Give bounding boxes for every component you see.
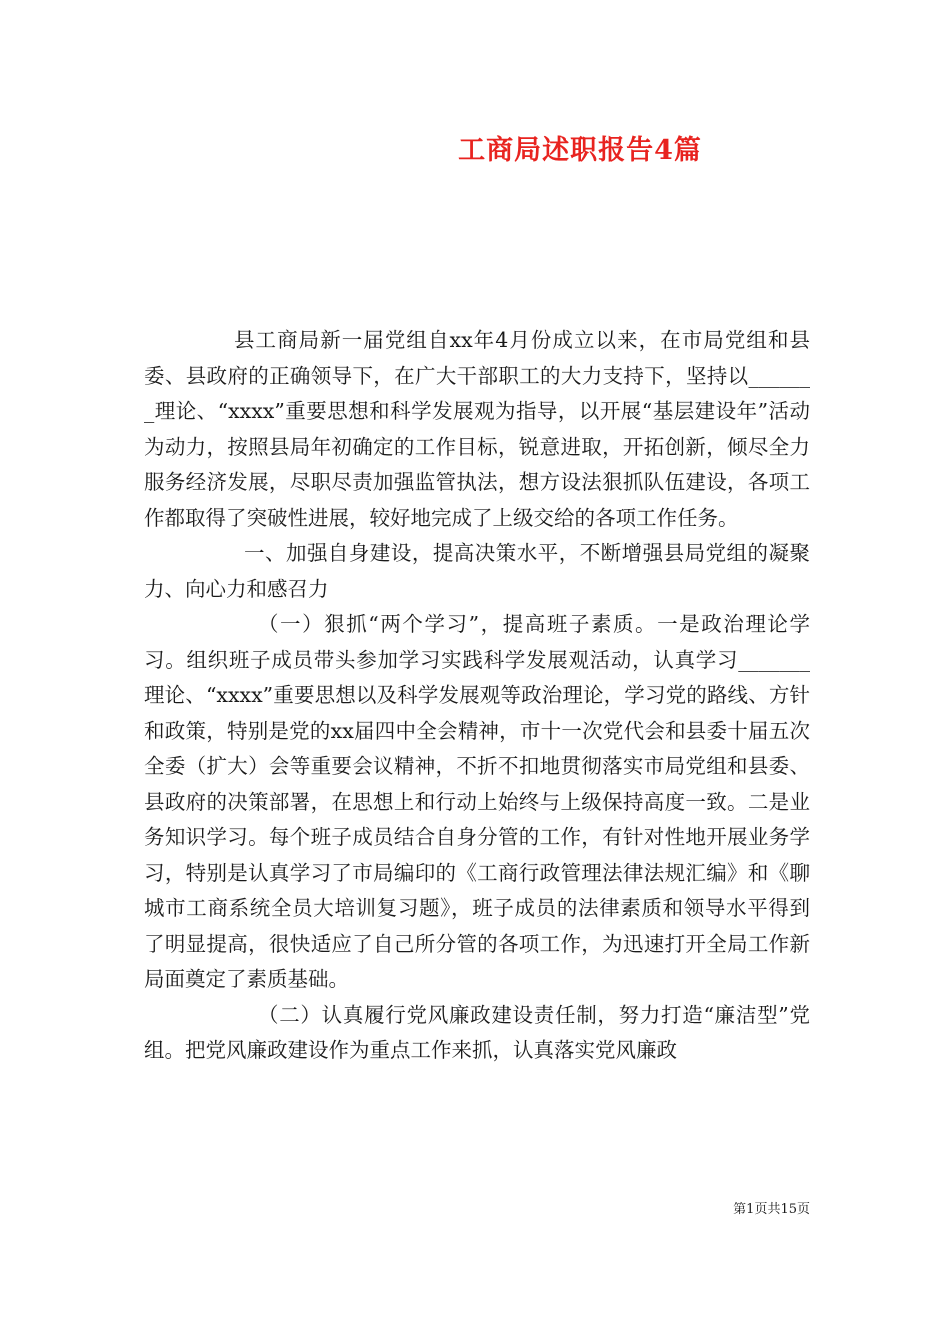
paragraph-subsection-2: （二）认真履行党风廉政建设责任制，努力打造“廉洁型”党组。把党风廉政建设作为重点工作来抓，认真落实党风廉政 — [144, 1002, 810, 1062]
document-body — [144, 323, 810, 1069]
page-number: 第1页共15页 — [733, 1202, 810, 1217]
document-title: 工商局述职报告4篇 — [458, 135, 702, 166]
paragraph-subsection-1: （一）狠抓“两个学习”，提高班子素质。一是政治理论学习。组织班子成员带头参加学习实践科学发展观活动，认真学习_______理论、“xxxx”重要思想以及科学发展观等政治理论，学习党的路线、方针和政策，特别是党的xx届四中全会精神，市十一次党代会和县委十届五次全委（扩大）会等重要会议精神，不折不扣地贯彻落实市局党组和县委、县政府的决策部署，在思想上和行动上始终与上级保持高度一致。二是业务知识学习。每个班子成员结合自身分管的工作，有针对性地开展业务学习，特别是认真学习了市局编印的《工商行政管理法律法规汇编》和《聊城市工商系统全员大培训复习题》，班子成员的法律素质和领导水平得到了明显提高，很快适应了自己所分管的各项工作，为迅速打开全局工作新局面奠定了素质基础。 — [144, 612, 810, 991]
paragraph-intro: 县工商局新一届党组自xx年4月份成立以来，在市局党组和县委、县政府的正确领导下，在广大干部职工的大力支持下，坚持以_______理论、“xxxx”重要思想和科学发展观为指导，以开展“基层建设年”活动为动力，按照县局年初确定的工作目标，锐意进取，开拓创新，倾尽全力服务经济发展，尽职尽责加强监管执法，想方设法狠抓队伍建设，各项工作都取得了突破性进展，较好地完成了上级交给的各项工作任务。 — [144, 328, 810, 530]
paragraph-section-heading: 一、加强自身建设，提高决策水平，不断增强县局党组的凝聚力、向心力和感召力 — [144, 541, 810, 601]
